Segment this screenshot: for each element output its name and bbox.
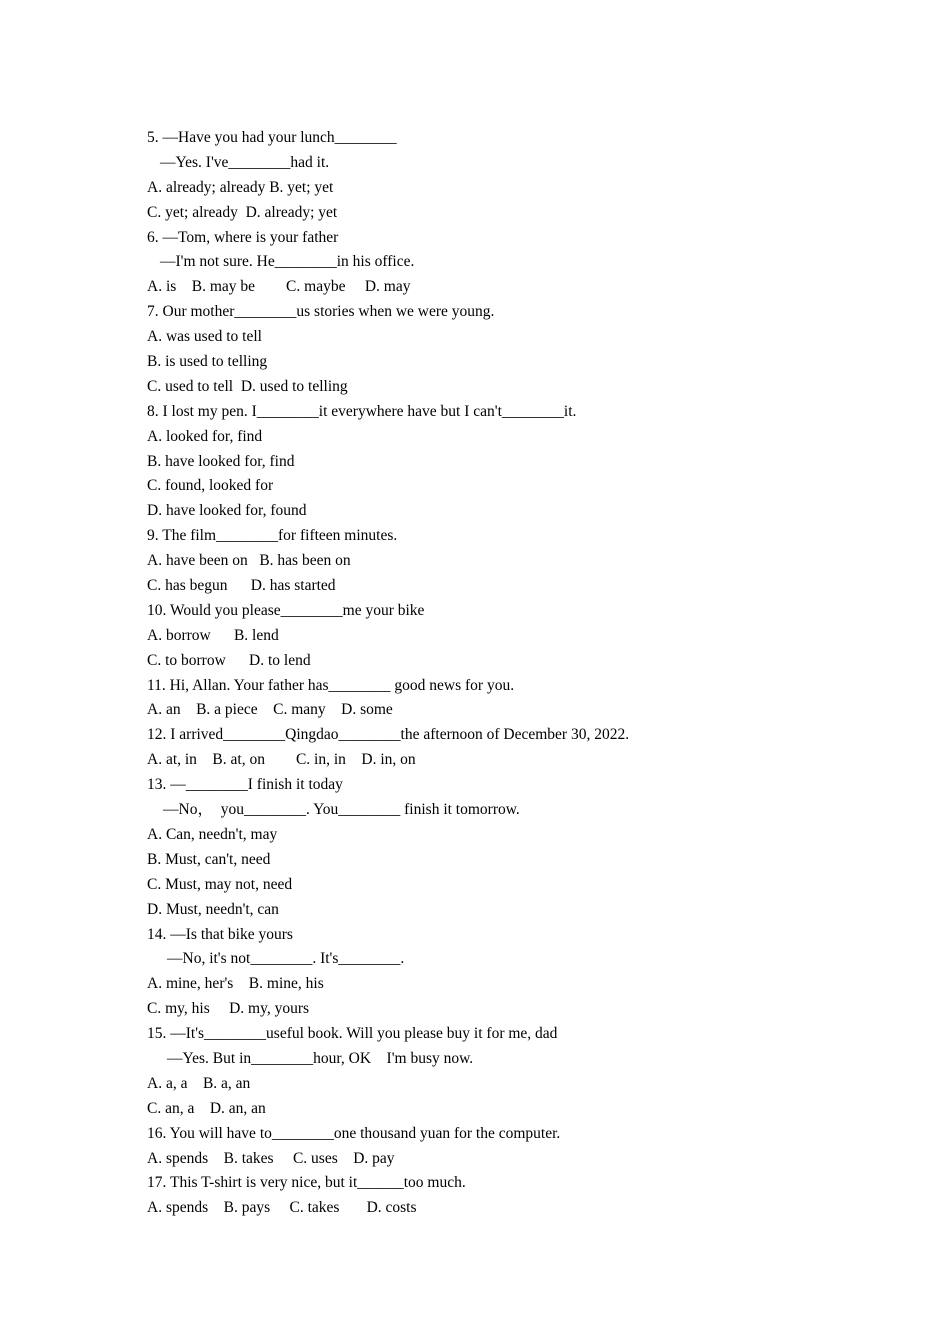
question-8-option-c: C. found, looked for [147, 477, 274, 495]
question-15-reply: —Yes. But in________hour, OK I'm busy now. [167, 1049, 474, 1067]
question-15-options-ab: A. a, a B. a, an [147, 1074, 251, 1092]
question-11-stem: 11. Hi, Allan. Your father has________ good news for you. [147, 676, 515, 694]
question-12-options: A. at, in B. at, on C. in, in D. in, on [147, 751, 416, 769]
question-13-stem: 13. —________I finish it today [147, 776, 343, 794]
question-14-reply: —No, it's not________. It's________. [167, 950, 405, 968]
question-16-stem: 16. You will have to________one thousand yuan for the computer. [147, 1124, 561, 1142]
question-11-options: A. an B. a piece C. many D. some [147, 701, 393, 719]
question-13-option-b: B. Must, can't, need [147, 850, 271, 868]
question-12-stem: 12. I arrived________Qingdao________the afternoon of December 30, 2022. [147, 726, 630, 744]
question-15-options-cd: C. an, a D. an, an [147, 1099, 266, 1117]
question-13-option-d: D. Must, needn't, can [147, 900, 279, 918]
question-9-stem: 9. The film________for fifteen minutes. [147, 527, 398, 545]
question-6-options: A. is B. may be C. maybe D. may [147, 278, 411, 296]
question-5-options-cd: C. yet; already D. already; yet [147, 203, 338, 221]
question-17-options: A. spends B. pays C. takes D. costs [147, 1199, 417, 1217]
question-7-options-cd: C. used to tell D. used to telling [147, 377, 348, 395]
question-13-reply: —No， you________. You________ finish it tomorrow. [163, 801, 520, 819]
question-8-option-a: A. looked for, find [147, 427, 263, 445]
question-10-stem: 10. Would you please________me your bike [147, 601, 425, 619]
question-10-options-ab: A. borrow B. lend [147, 626, 279, 644]
question-7-stem: 7. Our mother________us stories when we were young. [147, 303, 495, 321]
question-9-options-cd: C. has begun D. has started [147, 577, 336, 595]
question-5-options-ab: A. already; already B. yet; yet [147, 178, 334, 196]
question-14-options-cd: C. my, his D. my, yours [147, 1000, 310, 1018]
question-5-stem: 5. —Have you had your lunch________ [147, 129, 397, 146]
question-8-stem: 8. I lost my pen. I________it everywhere have but I can't________it. [147, 402, 577, 420]
question-8-option-d: D. have looked for, found [147, 502, 307, 520]
question-10-options-cd: C. to borrow D. to lend [147, 651, 311, 669]
question-7-option-b: B. is used to telling [147, 353, 268, 371]
question-13-option-a: A. Can, needn't, may [147, 825, 278, 843]
question-14-stem: 14. —Is that bike yours [147, 925, 293, 943]
question-17-stem: 17. This T-shirt is very nice, but it______too much. [147, 1174, 466, 1192]
question-15-stem: 15. —It's________useful book. Will you please buy it for me, dad [147, 1025, 558, 1043]
question-8-option-b: B. have looked for, find [147, 452, 295, 470]
question-14-options-ab: A. mine, her's B. mine, his [147, 975, 324, 993]
question-6-stem: 6. —Tom, where is your father [147, 228, 339, 246]
question-16-options: A. spends B. takes C. uses D. pay [147, 1149, 395, 1167]
question-text-block [147, 126, 867, 1221]
question-7-option-a: A. was used to tell [147, 328, 262, 346]
question-5-reply: —Yes. I've________had it. [160, 153, 330, 171]
question-9-options-ab: A. have been on B. has been on [147, 552, 351, 570]
question-6-reply: —I'm not sure. He________in his office. [160, 253, 415, 271]
question-13-option-c: C. Must, may not, need [147, 875, 293, 893]
